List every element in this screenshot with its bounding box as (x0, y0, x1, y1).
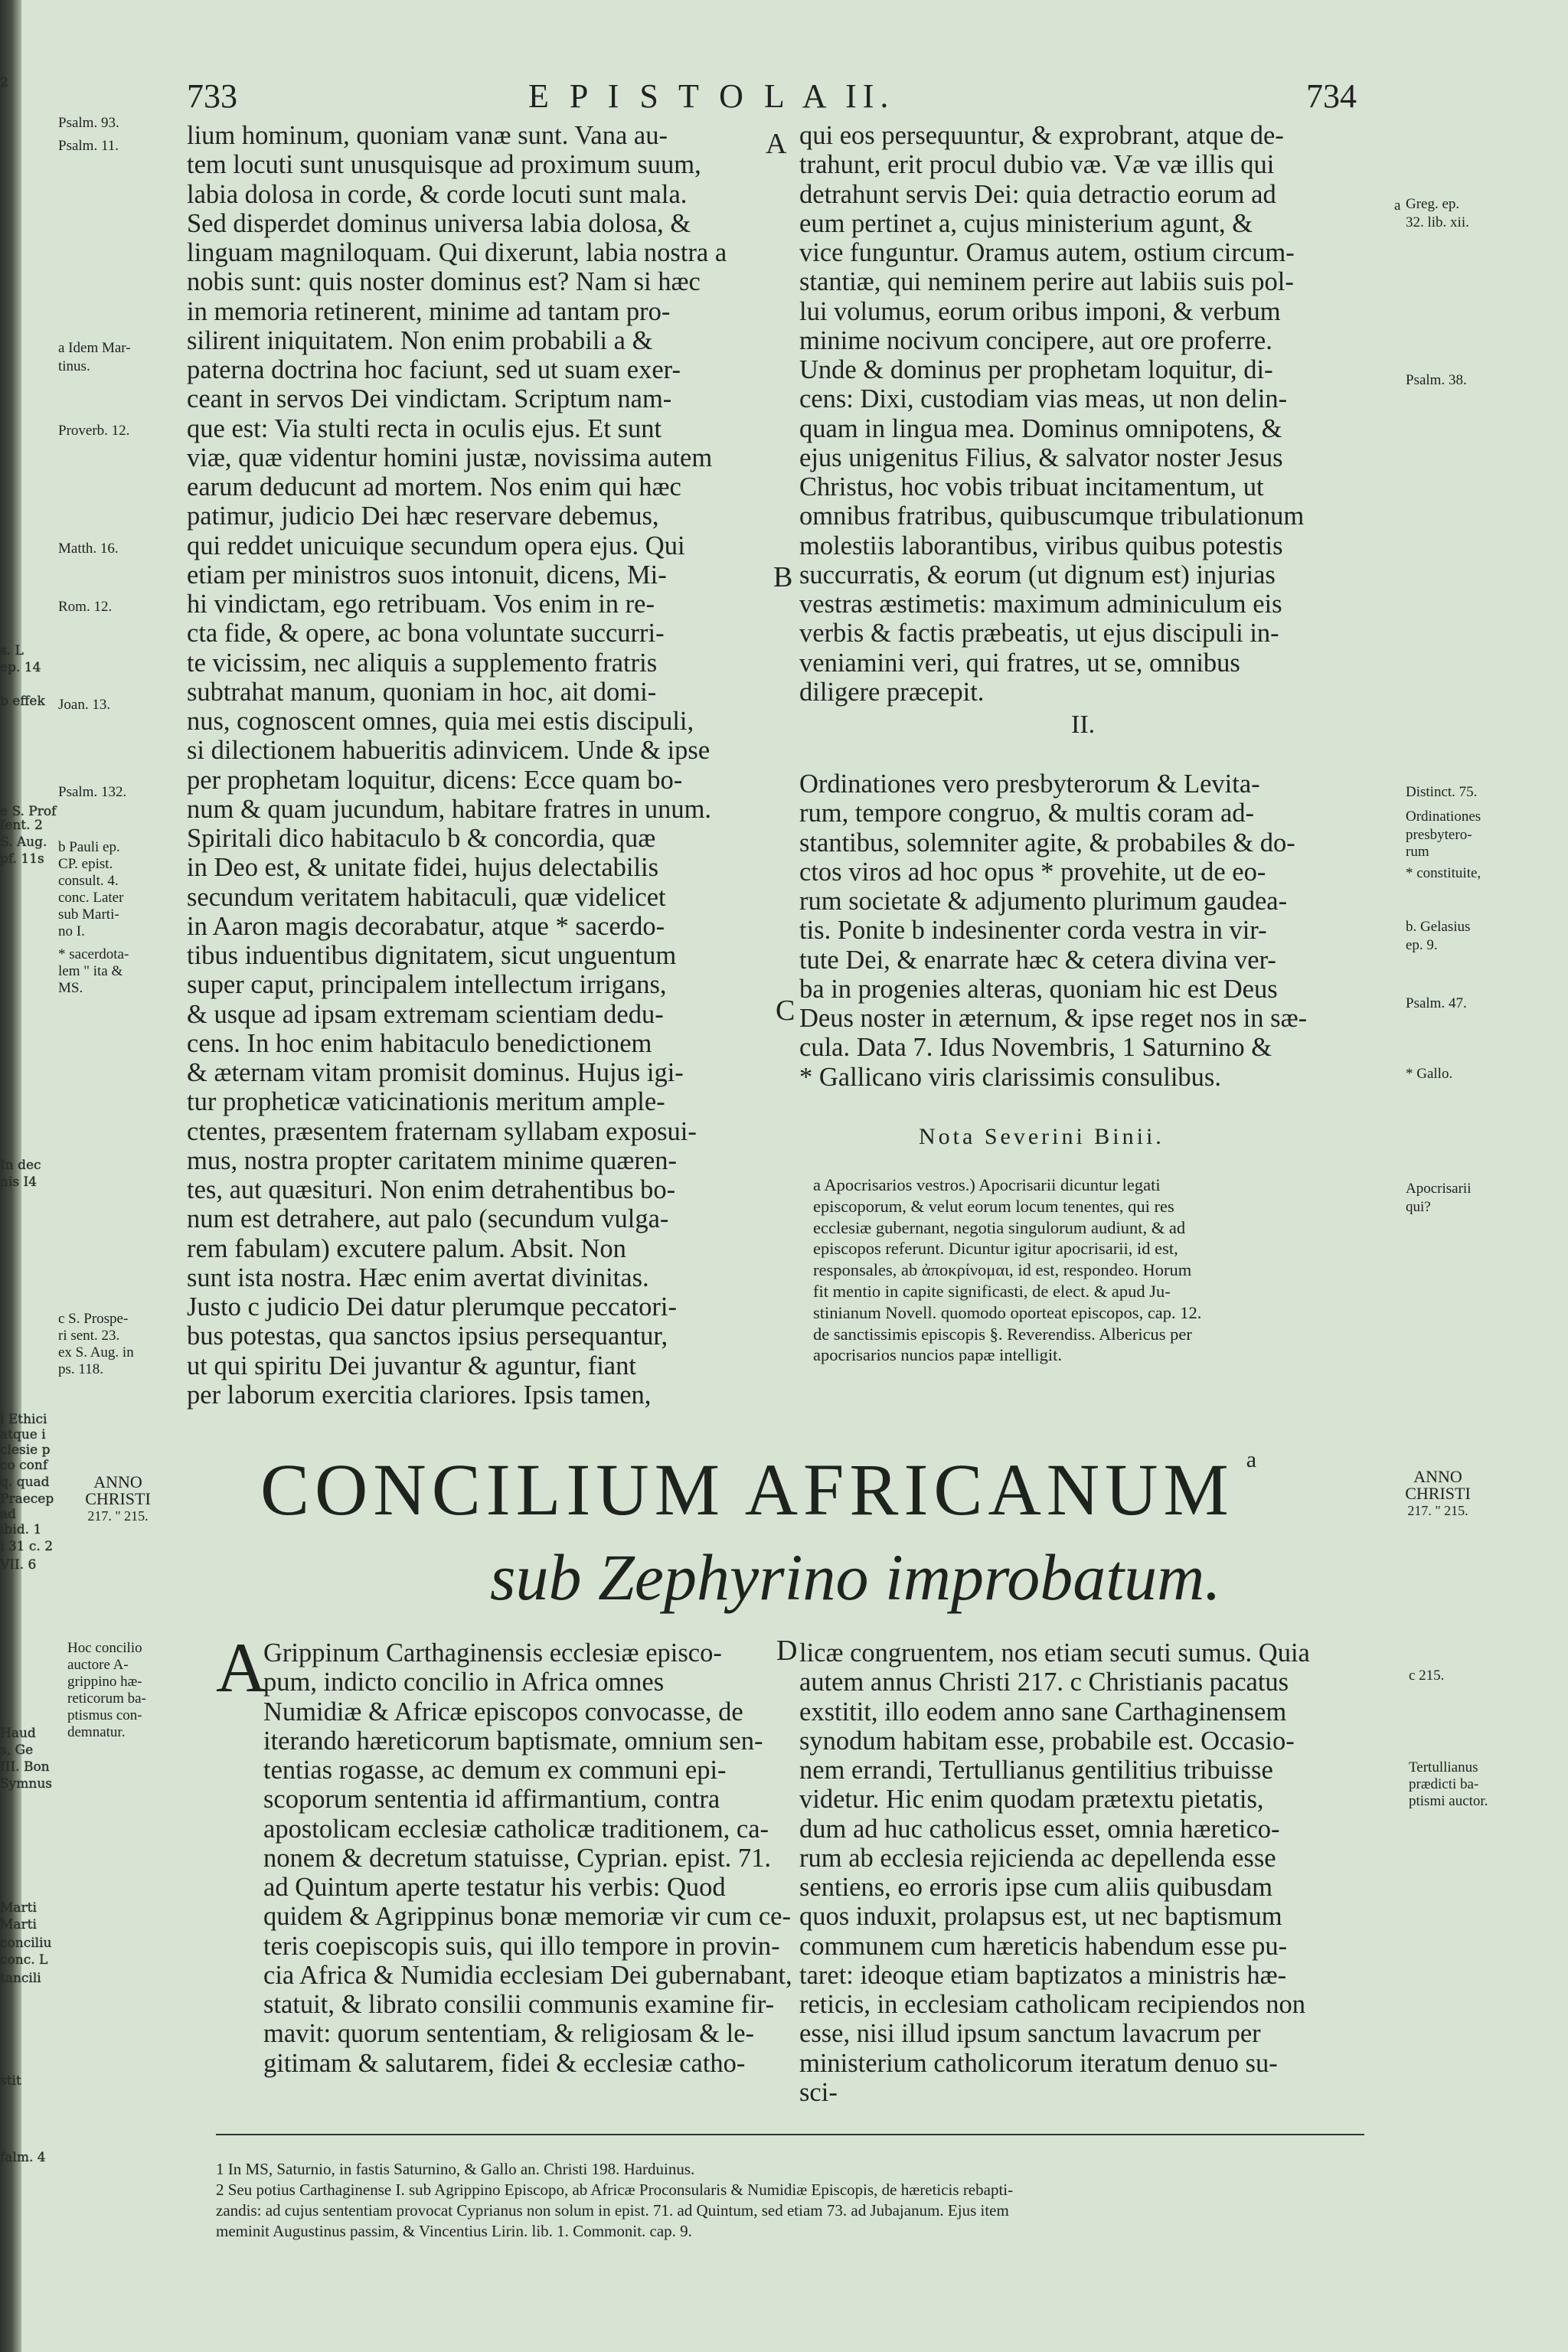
text-line: secundum veritatem habitaculi, quæ videlicet (187, 882, 666, 912)
council-title-text: CONCILIUM AFRICANUM (260, 1449, 1234, 1530)
margin-note: ptismus con- (67, 1707, 142, 1723)
text-line: mus, nostra propter caritatem minime quæren- (187, 1145, 677, 1175)
column-marker-b: B (773, 561, 793, 593)
margin-note: Tertullianus (1409, 1759, 1478, 1775)
text-line: autem annus Christi 217. c Christianis pacatus (799, 1668, 1289, 1697)
edge-fragment: l Ethici (0, 1412, 47, 1427)
margin-note: auctore A- (67, 1657, 129, 1673)
anno-line: ANNO (93, 1472, 142, 1491)
text-line: sci- (799, 2077, 838, 2107)
text-line: Numidiæ & Africæ episcopos convocasse, de (263, 1697, 743, 1726)
text-line: reticis, in ecclesiam catholicam recipiendos non (799, 1990, 1305, 2019)
section-heading: II. (1071, 710, 1096, 739)
note-line: ecclesiæ gubernant, negotia singulorum audiunt, & ad (813, 1217, 1186, 1237)
edge-fragment: Praecep (0, 1491, 54, 1507)
margin-note: reticorum ba- (67, 1690, 146, 1707)
text-line: licæ congruentem, nos etiam secuti sumus. Quia (799, 1638, 1310, 1668)
text-line: Spiritali dico habitaculo b & concordia, quæ (187, 824, 656, 853)
margin-note: Psalm. 47. (1406, 995, 1467, 1011)
text-line: molestiis laborantibus, viribus quibus potestis (799, 531, 1283, 560)
margin-note: sub Marti- (58, 906, 119, 923)
text-line: lium hominum, quoniam vanæ sunt. Vana au- (187, 121, 668, 150)
text-line: cens. In hoc enim habitaculo benedictionem (187, 1028, 652, 1058)
text-line: in Deo est, & unitate fidei, hujus delectabilis (187, 853, 659, 883)
edge-fragment: conc. L (0, 1952, 48, 1968)
text-line: ad Quintum aperte testatur his verbis: Quod (263, 1873, 726, 1902)
edge-fragment: nis I4 (0, 1174, 38, 1190)
council-title-mark: a (1246, 1447, 1263, 1472)
anno-line: 217. " 215. (87, 1508, 149, 1524)
text-line: ceant in servos Dei vindictam. Scriptum nam- (187, 384, 672, 414)
footnotes (216, 2159, 1380, 2242)
text-line: vestras æstimetis: maximum adminiculum eis (799, 590, 1282, 619)
text-line: teris coepiscopis suis, qui illo tempore in provin- (263, 1931, 780, 1961)
footnote-rule (216, 2134, 1364, 2135)
text-line: veniamini veri, qui fratres, ut se, omnibus (799, 648, 1240, 678)
text-line: per laborum exercitia clariores. Ipsis tamen, (187, 1380, 652, 1410)
margin-note: Greg. ep. (1406, 196, 1460, 212)
text-line: ut qui spiritu Dei juvantur & aguntur, fiant (187, 1351, 636, 1380)
text-line: tur propheticæ vaticinationis meritum ample- (187, 1087, 665, 1117)
margin-note: qui? (1406, 1199, 1431, 1215)
note-line: de sanctissimis episcopis §. Reverendiss. Albericus per (813, 1324, 1192, 1344)
text-line: patimur, judicio Dei hæc reservare debemus, (187, 501, 659, 531)
text-line: rum societate & adjumento plurimum gaudea- (799, 887, 1288, 916)
footnote-line: zandis: ad cujus sententiam provocat Cyprianus non solum in epist. 71. ad Quintum, sed etiam 73. ad Jubajanum. Ejus item (216, 2201, 1009, 2220)
text-line: nobis sunt: quis noster dominus est? Nam si hæc (187, 267, 701, 297)
note-line: responsales, ab ἀποκρίνομαι, id est, respondeo. Horum (813, 1260, 1192, 1280)
text-line: ejus unigenitus Filius, & salvator noster Jesus (799, 443, 1283, 472)
text-line: minime nocivum concipere, aut ore proferre. (799, 325, 1272, 355)
text-line: qui reddet unicuique secundum opera ejus. Qui (187, 531, 685, 560)
text-line: vice funguntur. Oramus autem, ostium circum- (799, 238, 1295, 267)
text-line: & æternam vitam promisit dominus. Hujus igi- (187, 1058, 684, 1087)
margin-note: c S. Prospe- (58, 1311, 129, 1327)
footnote-line: meminit Augustinus passim, & Vincentius Lirin. lib. 1. Commonit. cap. 9. (216, 2222, 692, 2240)
note-line: a Apocrisarios vestros.) Apocrisarii dicuntur legati (813, 1175, 1161, 1194)
right-page-number: 734 (1306, 77, 1357, 115)
margin-note: Hoc concilio (67, 1640, 142, 1656)
text-line: cula. Data 7. Idus Novembris, 1 Saturnino & (799, 1033, 1272, 1063)
margin-note: a Idem Mar- (58, 340, 131, 356)
text-line: quos induxit, prolapsus est, ut nec baptismum (799, 1902, 1282, 1932)
margin-note: conc. Later (58, 890, 124, 906)
text-line: earum deducunt ad mortem. Nos enim qui hæc (187, 472, 681, 501)
nota-body (813, 1174, 1383, 1366)
council-title (260, 1447, 1262, 1532)
text-line: in memoria retinerent, minime ad tantam pro- (187, 296, 671, 326)
margin-note: Ordinationes (1406, 808, 1481, 825)
margin-note: Joan. 13. (58, 697, 111, 713)
text-line: tentias rogasse, ac demum ex communi epi- (263, 1756, 727, 1785)
previous-page-edge (0, 0, 57, 2352)
anno-christi-left (64, 1474, 172, 1524)
margin-marker-a: a (1394, 198, 1401, 214)
text-line: si dilectionem habueritis adinvicem. Unde & ipse (187, 736, 710, 766)
text-line: super caput, principalem intellectum irrigans, (187, 970, 667, 1000)
right-column-text-2 (799, 769, 1381, 1092)
text-line: nem errandi, Tertullianus gentilitius tribuisse (799, 1756, 1273, 1785)
text-line: Deus noster in æternum, & ipse reget nos in sæ- (799, 1004, 1308, 1033)
text-line: rem fabulam) excutere palum. Absit. Non (187, 1233, 626, 1263)
council-subtitle: sub Zephyrino improbatum. (490, 1540, 1221, 1614)
footnote-line: 1 In MS, Saturnio, in fastis Saturnino, & Gallo an. Christi 198. Harduinus. (216, 2160, 695, 2178)
edge-fragment: atque i (0, 1427, 46, 1442)
text-line: stantibus, solemniter agite, & probabiles & do- (799, 828, 1295, 858)
right-column-text (799, 121, 1381, 707)
text-line: silirent iniquitatem. Non enim probabili a & (187, 325, 653, 355)
footnote-line: 2 Seu potius Carthaginense I. sub Agrippino Episcopo, ab Africæ Proconsularis & Numidiæ Episcopis, de hæreticis rebapti- (216, 2180, 1014, 2199)
margin-note: CP. epist. (58, 856, 113, 872)
edge-fragment: Haud (0, 1726, 36, 1741)
text-line: sunt ista nostra. Hæc enim avertat divinitas. (187, 1263, 649, 1292)
margin-note: ri sent. 23. (58, 1328, 120, 1344)
council-left-column (263, 1638, 792, 2078)
text-line: diligere præcepit. (799, 677, 985, 707)
margin-note: Proverb. 12. (58, 423, 130, 439)
margin-note: lem " ita & (58, 963, 123, 979)
left-column-text (187, 121, 769, 1410)
note-line: episcopos referunt. Dicuntur igitur apocrisarii, id est, (813, 1239, 1178, 1259)
margin-note: Matth. 16. (58, 541, 119, 557)
text-line: te vicissim, nec aliquis a supplemento fratris (187, 648, 658, 678)
edge-fragment: e S. Prof (0, 804, 57, 819)
text-line: mavit: quorum sententiam, & religiosam & le- (263, 2019, 754, 2049)
edge-fragment: fent. 2 (0, 818, 43, 833)
text-line: que est: Via stulti recta in oculis ejus. Et sunt (187, 413, 662, 443)
edge-fragment: stit (0, 2073, 21, 2089)
anno-line: CHRISTI (1405, 1484, 1471, 1503)
text-line: ctentes, præsentem fraternam syllabam exposui- (187, 1116, 697, 1146)
edge-fragment: S. Aug. (0, 835, 47, 850)
edge-fragment: i 31 c. 2 (0, 1539, 54, 1554)
text-line: statuit, & librato consilii communis examine fir- (263, 1990, 775, 2019)
margin-note: grippino hæ- (67, 1674, 142, 1690)
text-line: cens: Dixi, custodiam vias meas, ut non delin- (799, 384, 1288, 414)
text-line: ba in progenies alteras, quoniam hic est Deus (799, 974, 1278, 1004)
running-title: E P I S T O L A II. (528, 77, 895, 115)
column-marker-c: C (776, 995, 795, 1027)
edge-fragment: ibid. 1 (0, 1522, 42, 1537)
text-line: apostolicam ecclesiæ catholicæ traditionem, ca- (263, 1814, 769, 1844)
text-line: ministerium catholicorum iteratum denuo su- (799, 2048, 1278, 2078)
margin-note: rum (1406, 844, 1429, 860)
note-line: apocrisarios nuncios papæ intelligit. (813, 1345, 1062, 1365)
margin-note: prædicti ba- (1409, 1776, 1479, 1792)
text-line: linguam magniloquam. Qui dixerunt, labia nostra a (187, 238, 727, 267)
text-line: tibus induentibus dignitatem, sicut unguentum (187, 941, 677, 970)
edge-fragment: Marti (0, 1900, 37, 1916)
text-line: hi vindictam, ego retribuam. Vos enim in re- (187, 590, 655, 619)
text-line: dum ad huc catholicus esset, omnia hæretico- (799, 1814, 1280, 1844)
council-right-column (799, 1638, 1381, 2107)
edge-fragment: In dec (0, 1158, 41, 1173)
text-line: bus potestas, qua sanctos ipsius persequantur, (187, 1321, 668, 1351)
margin-note: ep. 9. (1406, 937, 1438, 953)
edge-fragment: ep. 14 (0, 660, 41, 675)
edge-fragment: b effek (0, 694, 45, 709)
text-line: tute Dei, & enarrate hæc & cetera divina ver- (799, 945, 1276, 975)
anno-line: CHRISTI (85, 1489, 151, 1508)
margin-note: MS. (58, 980, 83, 996)
margin-note: Apocrisarii (1406, 1181, 1472, 1197)
text-line: cta fide, & opere, ac bona voluntate succurri- (187, 619, 665, 648)
text-line: tem locuti sunt unusquisque ad proximum suum, (187, 150, 701, 180)
text-line: stantiæ, qui neminem perire aut labiis suis pol- (799, 267, 1294, 297)
text-line: qui eos persequuntur, & exprobrant, atque de- (799, 121, 1284, 150)
text-line: sentiens, eo erroris ipse cum aliis quibusdam (799, 1873, 1273, 1902)
text-line: labia dolosa in corde, & corde locuti sunt mala. (187, 179, 688, 209)
text-line: eum pertinet a, cujus ministerium agunt, & (799, 208, 1253, 238)
text-line: communem cum hæreticis habendum esse pu- (799, 1931, 1288, 1961)
text-line: exstitit, illo eodem anno sane Carthaginensem (799, 1697, 1287, 1726)
text-line: rum, tempore congruo, & multis coram ad- (799, 799, 1255, 828)
text-line: cia Africa & Numidia ecclesiam Dei gubernabant, (263, 1960, 792, 1990)
text-line: Sed disperdet dominus universa labia dolosa, & (187, 208, 691, 238)
text-line: taret: ideoque etiam baptizatos a ministris hæ- (799, 1960, 1287, 1990)
margin-note: b. Gelasius (1406, 919, 1471, 935)
margin-note: Rom. 12. (58, 599, 113, 615)
edge-fragment: VII. 6 (0, 1557, 37, 1573)
text-line: nonem & decretum statuisse, Cyprian. epist. 71. (263, 1843, 772, 1873)
edge-fragment: conciliu (0, 1936, 52, 1951)
text-line: nus, cognoscent omnes, quia mei estis discipuli, (187, 707, 694, 736)
text-line: lui volumus, eorum oribus imponi, & verbum (799, 296, 1281, 326)
edge-fragment: pf. 11s (0, 851, 44, 867)
text-line: in Aaron magis decorabatur, atque * sacerdo- (187, 911, 665, 941)
text-line: detrahunt servis Dei: quia detractio eorum ad (799, 179, 1276, 209)
text-line: omnibus fratribus, quibuscumque tribulationum (799, 501, 1305, 531)
text-line: Ordinationes vero presbyterorum & Levita- (799, 769, 1260, 799)
edge-fragment: clesie p (0, 1442, 51, 1458)
edge-fragment: s. L (0, 643, 24, 658)
column-marker-d: D (776, 1635, 798, 1667)
text-line: videtur. Hic enim quodam prætextu pietatis, (799, 1785, 1264, 1815)
margin-note: * sacerdota- (58, 946, 129, 962)
text-line: num est detrahere, aut palo (secundum vulga- (187, 1204, 669, 1234)
margin-note: Psalm. 93. (58, 115, 119, 131)
text-line: etiam per ministros suos intonuit, dicens, Mi- (187, 560, 667, 590)
edge-fragment: q. quad (0, 1475, 50, 1490)
text-line: Grippinum Carthaginensis ecclesiæ episco- (263, 1638, 722, 1668)
edge-fragment: Marti (0, 1917, 37, 1932)
left-page-number: 733 (187, 77, 237, 115)
margin-note: Distinct. 75. (1406, 784, 1478, 800)
edge-fragment: Symnus (0, 1776, 52, 1792)
anno-line: ANNO (1413, 1467, 1462, 1486)
text-line: ctos viros ad hoc opus * provehite, ut de eo- (799, 857, 1266, 887)
margin-note: * constituite, (1406, 865, 1481, 881)
margin-note: no I. (58, 923, 85, 939)
anno-line: 217. " 215. (1407, 1503, 1468, 1518)
text-line: quidem & Agrippinus bonæ memoriæ vir cum ce- (263, 1902, 791, 1932)
text-line: paterna doctrina hoc faciunt, sed ut suam exer- (187, 355, 681, 384)
margin-note: c 215. (1409, 1668, 1445, 1684)
drop-cap: A (216, 1628, 267, 1707)
nota-heading: Nota Severini Binii. (919, 1124, 1165, 1149)
edge-fragment: III. Bon (0, 1759, 50, 1775)
edge-fragment: s, Ge (0, 1743, 34, 1758)
text-line: * Gallicano viris clarissimis consulibus. (799, 1062, 1221, 1092)
margin-note: presbytero- (1406, 827, 1472, 843)
margin-note: 32. lib. xii. (1406, 214, 1469, 230)
column-marker-a: A (766, 128, 787, 160)
margin-note: b Pauli ep. (58, 839, 120, 855)
text-line: iterando hæreticorum baptismate, omnium sen- (263, 1726, 763, 1756)
edge-fragment: tancili (0, 1971, 41, 1986)
margin-note: * Gallo. (1406, 1066, 1453, 1082)
anno-christi-right (1384, 1468, 1491, 1519)
text-line: viæ, quæ videntur homini justæ, novissima autem (187, 443, 713, 472)
margin-note: ps. 118. (58, 1361, 103, 1377)
text-line: esse, nisi illud ipsum sanctum lavacrum per (799, 2019, 1261, 2049)
edge-fragment: co conf (0, 1458, 48, 1473)
text-line: trahunt, erit procul dubio væ. Væ væ illis qui (799, 150, 1275, 180)
edge-fragment: falm. 4 (0, 2150, 46, 2165)
edge-fragment: ad (0, 1507, 17, 1522)
text-line: & usque ad ipsam extremam scientiam dedu- (187, 999, 664, 1029)
margin-note: Psalm. 38. (1406, 372, 1467, 388)
text-line: tes, aut quæsituri. Non enim detrahentibus bo- (187, 1175, 676, 1204)
text-line: per prophetam loquitur, dicens: Ecce quam bo- (187, 765, 683, 795)
margin-note: ptismi auctor. (1409, 1793, 1488, 1809)
edge-fragment: 2 (0, 75, 8, 90)
margin-note: demnatur. (67, 1724, 126, 1740)
margin-note: Psalm. 132. (58, 784, 127, 800)
text-line: quam in lingua mea. Dominus omnipotens, & (799, 413, 1282, 443)
margin-note: tinus. (58, 358, 90, 374)
text-line: num & quam jucundum, habitare fratres in unum. (187, 794, 712, 824)
text-line: Justo c judicio Dei datur plerumque peccatori- (187, 1292, 677, 1321)
text-line: Christus, hoc vobis tribuat incitamentum, ut (799, 472, 1264, 501)
note-line: episcoporum, & velut eorum locum tenentes, qui res (813, 1196, 1174, 1216)
margin-note: Psalm. 11. (58, 138, 119, 154)
margin-note: consult. 4. (58, 873, 119, 889)
text-line: gitimam & salutarem, fidei & ecclesiæ catho- (263, 2048, 746, 2078)
text-line: rum ab ecclesia rejicienda ac depellenda esse (799, 1843, 1276, 1873)
text-line: pum, indicto concilio in Africa omnes (263, 1668, 665, 1697)
text-line: synodum habitam esse, probabile est. Occasio- (799, 1726, 1295, 1756)
margin-note: ex S. Aug. in (58, 1344, 134, 1361)
text-line: verbis & factis præbeatis, ut ejus discipuli in- (799, 619, 1279, 648)
note-line: stinianum Novell. quomodo oporteat episcopos, cap. 12. (813, 1302, 1202, 1322)
text-line: subtrahat manum, quoniam in hoc, ait domi- (187, 677, 657, 707)
note-line: fit mentio in capite significasti, de elect. & apud Ju- (813, 1281, 1171, 1301)
text-line: scoporum sententia id affirmantium, contra (263, 1785, 720, 1815)
text-line: succurratis, & eorum (ut dignum est) injurias (799, 560, 1276, 590)
text-line: tis. Ponite b indesinenter corda vestra in vir- (799, 916, 1267, 946)
text-line: Unde & dominus per prophetam loquitur, di- (799, 355, 1273, 384)
